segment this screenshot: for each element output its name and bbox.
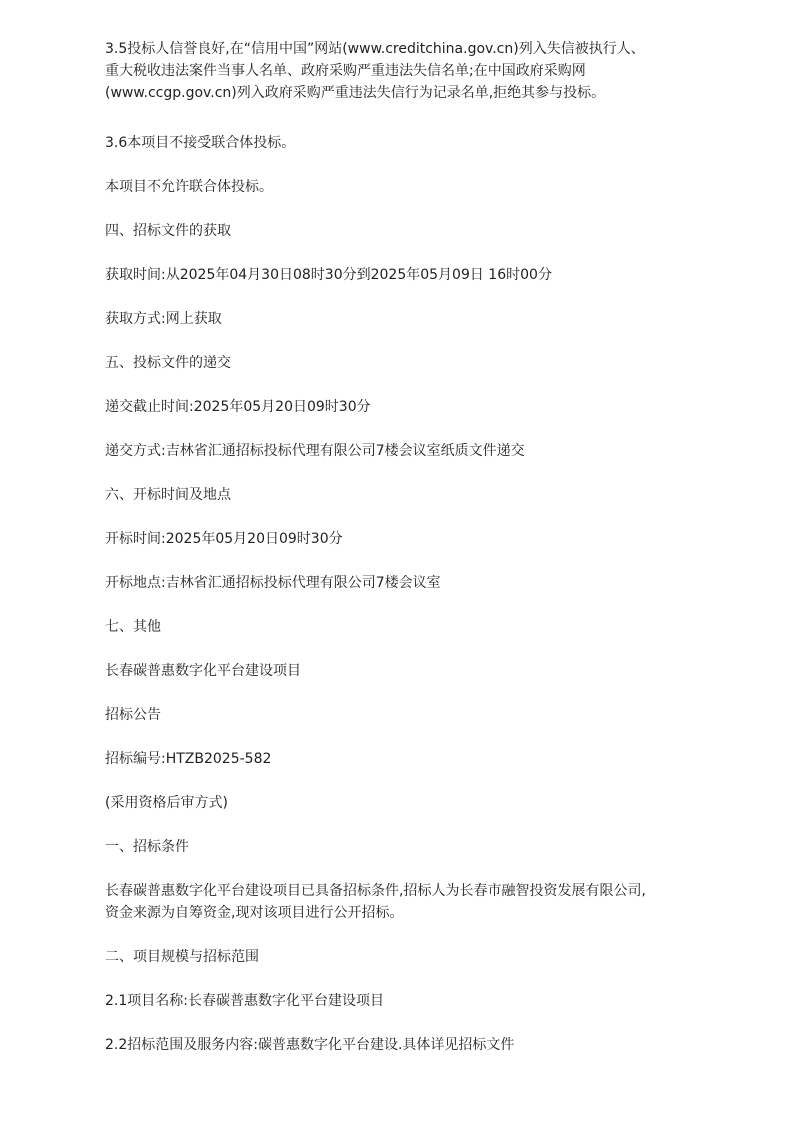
section-heading-bid-opening: 六、开标时间及地点	[105, 487, 231, 503]
bid-opening-location: 开标地点:吉林省汇通招标投标代理有限公司7楼会议室	[105, 575, 441, 591]
section-heading-scope: 二、项目规模与招标范围	[105, 949, 259, 965]
qualification-review-method: (采用资格后审方式)	[105, 795, 228, 811]
announcement-title: 招标公告	[105, 707, 161, 723]
paragraph-line: 3.5投标人信誉良好,在“信用中国”网站(www.creditchina.gov.cn)列入失信被执行人、	[105, 41, 645, 57]
paragraph-line: 长春碳普惠数字化平台建设项目已具备招标条件,招标人为长春市融智投资发展有限公司,	[105, 883, 646, 899]
bidder-credit-requirement-paragraph	[105, 38, 695, 104]
section-heading-tender-conditions: 一、招标条件	[105, 839, 189, 855]
obtain-method: 获取方式:网上获取	[105, 311, 222, 327]
section-heading-other: 七、其他	[105, 619, 161, 635]
paragraph-line: 重大税收违法案件当事人名单、政府采购严重违法失信名单;在中国政府采购网	[105, 63, 586, 79]
paragraph-line: (www.ccgp.gov.cn)列入政府采购严重违法失信行为记录名单,拒绝其参与投标。	[105, 85, 606, 101]
submission-method: 递交方式:吉林省汇通招标投标代理有限公司7楼会议室纸质文件递交	[105, 443, 525, 459]
section-heading-obtain-documents: 四、招标文件的获取	[105, 223, 231, 239]
bid-opening-time: 开标时间:2025年05月20日09时30分	[105, 531, 343, 547]
section-heading-submission: 五、投标文件的递交	[105, 355, 231, 371]
tender-scope: 2.2招标范围及服务内容:碳普惠数字化平台建设.具体详见招标文件	[105, 1037, 515, 1053]
submission-deadline: 递交截止时间:2025年05月20日09时30分	[105, 399, 371, 415]
paragraph-line: 资金来源为自筹资金,现对该项目进行公开招标。	[105, 905, 404, 921]
project-title: 长春碳普惠数字化平台建设项目	[105, 663, 301, 679]
tender-number: 招标编号:HTZB2025-582	[105, 751, 272, 767]
consortium-clause: 3.6本项目不接受联合体投标。	[105, 135, 296, 151]
tender-conditions-paragraph	[105, 880, 695, 924]
obtain-time: 获取时间:从2025年04月30日08时30分到2025年05月09日 16时00分	[105, 267, 552, 283]
consortium-note: 本项目不允许联合体投标。	[105, 179, 273, 195]
project-name: 2.1项目名称:长春碳普惠数字化平台建设项目	[105, 993, 384, 1009]
